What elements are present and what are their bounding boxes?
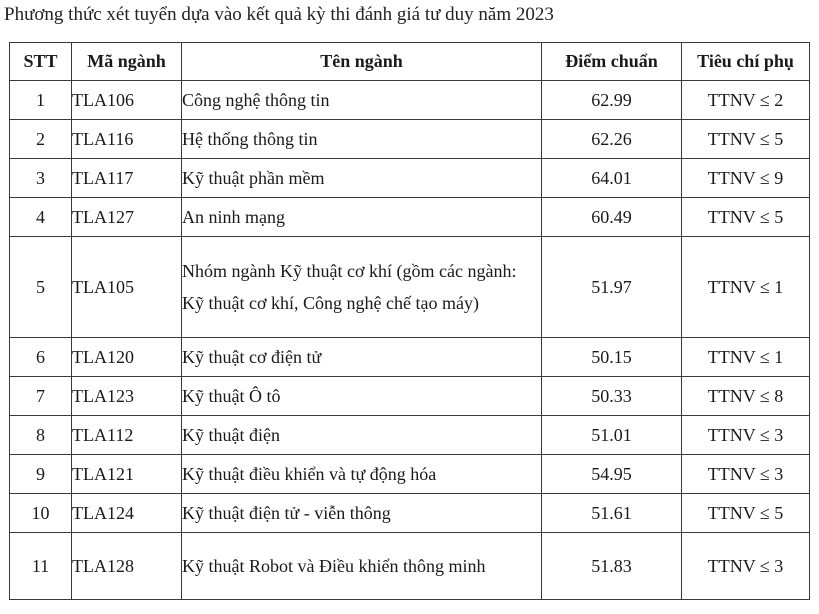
table-row [10, 159, 810, 198]
cell-criteria: TTNV ≤ 3 [682, 533, 810, 600]
cell-criteria: TTNV ≤ 1 [682, 338, 810, 377]
cell-score: 62.26 [542, 120, 682, 159]
cell-criteria: TTNV ≤ 1 [682, 237, 810, 338]
cell-stt: 9 [10, 455, 72, 494]
cell-score: 51.83 [542, 533, 682, 600]
header-stt: STT [10, 43, 72, 81]
table-row [10, 338, 810, 377]
cell-name: Kỹ thuật cơ điện tử [182, 338, 542, 377]
cell-code: TLA128 [72, 533, 182, 600]
cell-name: An ninh mạng [182, 198, 542, 237]
cell-score: 51.01 [542, 416, 682, 455]
cell-score: 51.61 [542, 494, 682, 533]
cell-code: TLA116 [72, 120, 182, 159]
cell-name: Kỹ thuật Ô tô [182, 377, 542, 416]
cell-criteria: TTNV ≤ 5 [682, 494, 810, 533]
cell-stt: 5 [10, 237, 72, 338]
admission-scores-table [9, 42, 810, 600]
cell-score: 50.33 [542, 377, 682, 416]
cell-criteria: TTNV ≤ 5 [682, 120, 810, 159]
cell-stt: 2 [10, 120, 72, 159]
cell-score: 64.01 [542, 159, 682, 198]
table-row [10, 237, 810, 338]
cell-name: Kỹ thuật phần mềm [182, 159, 542, 198]
cell-score: 54.95 [542, 455, 682, 494]
cell-name: Công nghệ thông tin [182, 81, 542, 120]
table-row [10, 377, 810, 416]
cell-score: 51.97 [542, 237, 682, 338]
cell-score: 50.15 [542, 338, 682, 377]
cell-code: TLA105 [72, 237, 182, 338]
cell-name: Kỹ thuật Robot và Điều khiển thông minh [182, 533, 542, 600]
table-caption: Phương thức xét tuyển dựa vào kết quả kỳ thi đánh giá tư duy năm 2023 [4, 4, 554, 25]
cell-name: Nhóm ngành Kỹ thuật cơ khí (gồm các ngành: Kỹ thuật cơ khí, Công nghệ chế tạo máy) [182, 237, 542, 338]
table-row [10, 198, 810, 237]
cell-code: TLA127 [72, 198, 182, 237]
cell-criteria: TTNV ≤ 9 [682, 159, 810, 198]
cell-stt: 7 [10, 377, 72, 416]
cell-code: TLA121 [72, 455, 182, 494]
cell-code: TLA112 [72, 416, 182, 455]
cell-code: TLA120 [72, 338, 182, 377]
cell-stt: 3 [10, 159, 72, 198]
cell-stt: 8 [10, 416, 72, 455]
table-header-row [10, 43, 810, 81]
table-row [10, 81, 810, 120]
table-row [10, 455, 810, 494]
table-row [10, 120, 810, 159]
cell-name: Kỹ thuật điều khiển và tự động hóa [182, 455, 542, 494]
cell-code: TLA124 [72, 494, 182, 533]
cell-criteria: TTNV ≤ 2 [682, 81, 810, 120]
cell-code: TLA106 [72, 81, 182, 120]
cell-score: 60.49 [542, 198, 682, 237]
cell-criteria: TTNV ≤ 3 [682, 416, 810, 455]
cell-name: Hệ thống thông tin [182, 120, 542, 159]
cell-name: Kỹ thuật điện [182, 416, 542, 455]
cell-code: TLA117 [72, 159, 182, 198]
cell-stt: 1 [10, 81, 72, 120]
cell-code: TLA123 [72, 377, 182, 416]
cell-stt: 4 [10, 198, 72, 237]
header-score: Điểm chuẩn [542, 43, 682, 81]
cell-criteria: TTNV ≤ 3 [682, 455, 810, 494]
table-row [10, 494, 810, 533]
cell-stt: 6 [10, 338, 72, 377]
cell-stt: 11 [10, 533, 72, 600]
cell-name: Kỹ thuật điện tử - viễn thông [182, 494, 542, 533]
table-row [10, 533, 810, 600]
cell-criteria: TTNV ≤ 8 [682, 377, 810, 416]
header-name: Tên ngành [182, 43, 542, 81]
table-row [10, 416, 810, 455]
cell-criteria: TTNV ≤ 5 [682, 198, 810, 237]
cell-score: 62.99 [542, 81, 682, 120]
cell-stt: 10 [10, 494, 72, 533]
header-code: Mã ngành [72, 43, 182, 81]
header-criteria: Tiêu chí phụ [682, 43, 810, 81]
